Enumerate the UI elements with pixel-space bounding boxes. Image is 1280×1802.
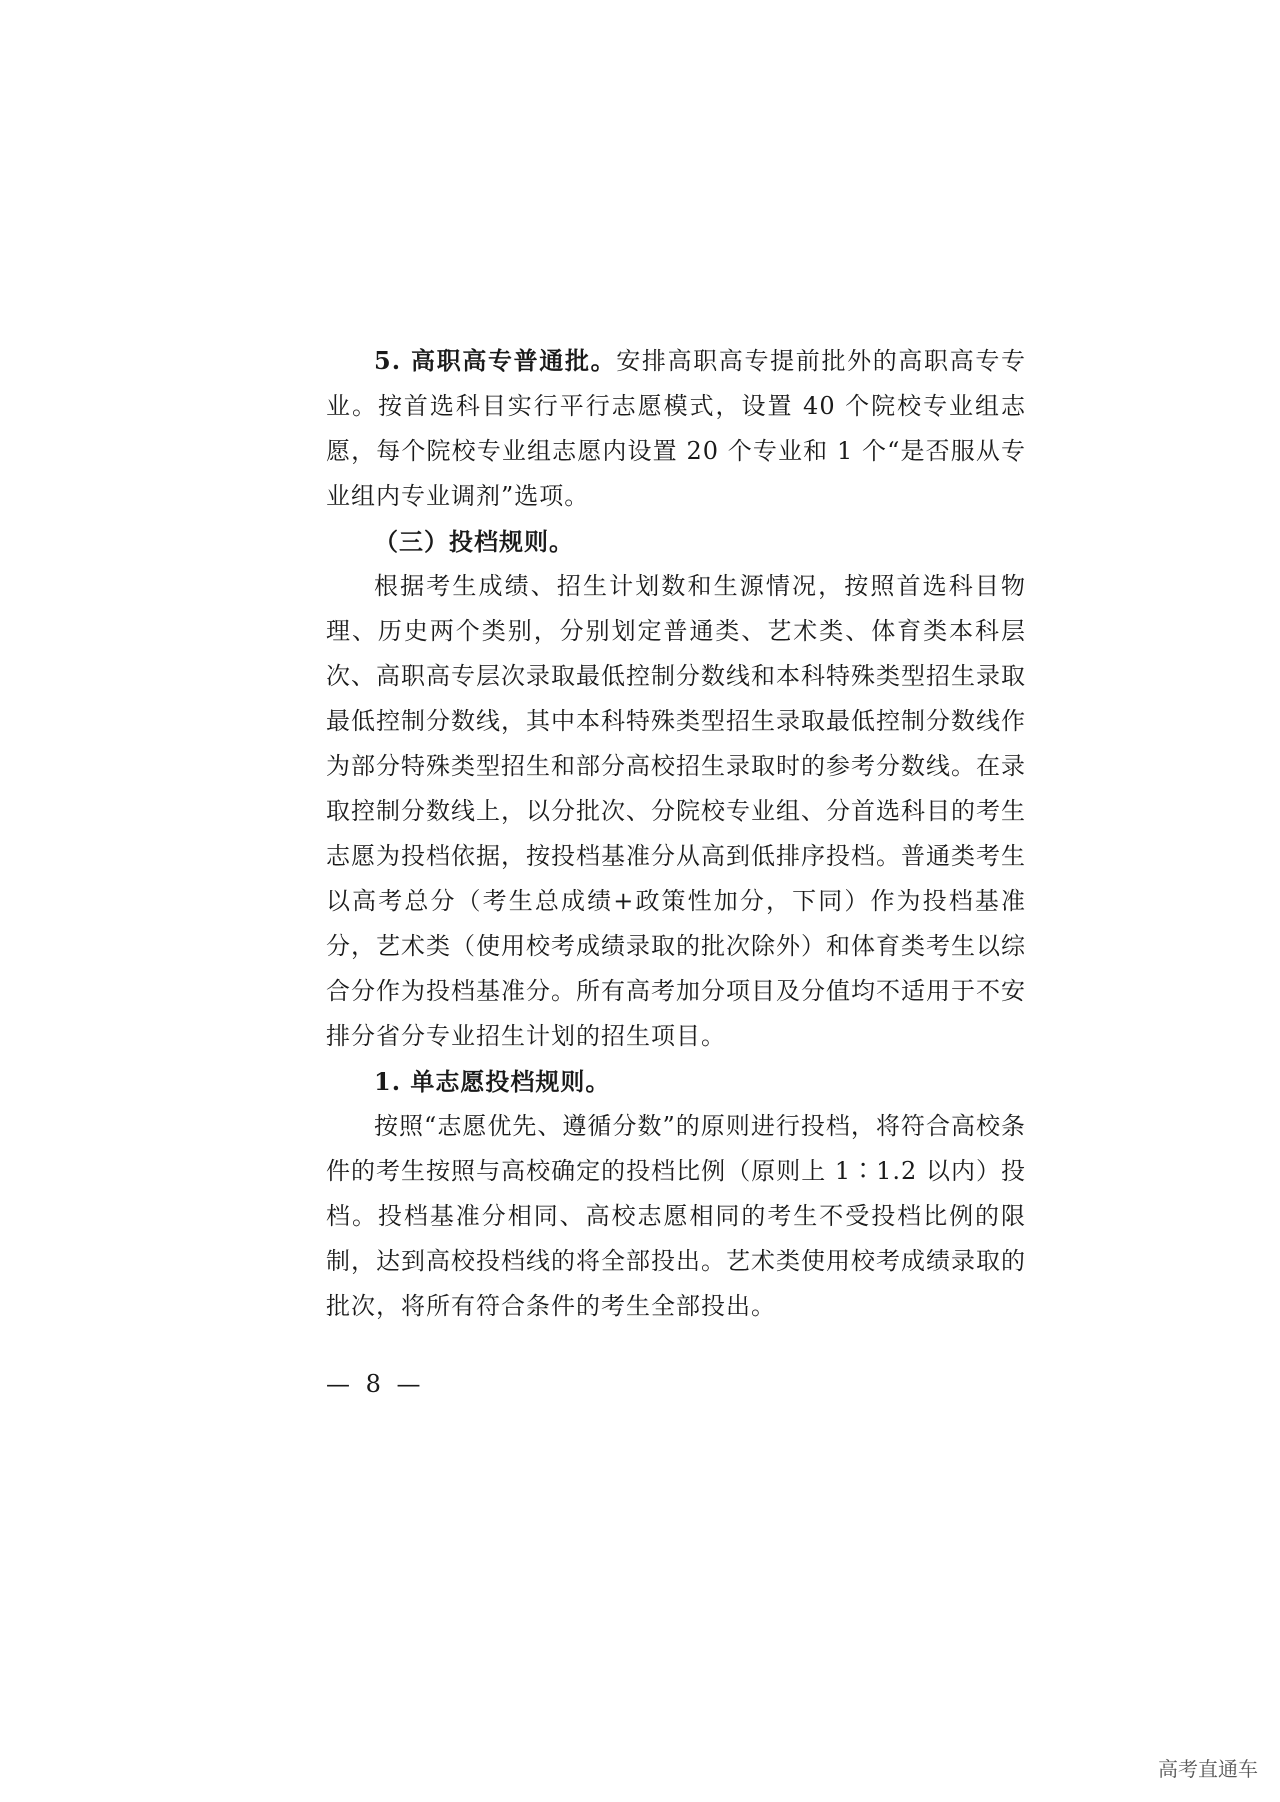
rule-1-paragraph: 按照“志愿优先、遵循分数”的原则进行投档，将符合高校条件的考生按照与高校确定的投档比例（原则上 1∶1.2 以内）投档。投档基准分相同、高校志愿相同的考生不受投档比例的限制，达到高校投档线的将全部投出。艺术类使用校考成绩录取的批次，将所有符合条件的考生全部投出。 [326,1112,1026,1320]
watermark-text: 高考直通车 [1158,1757,1258,1781]
section-3-heading: （三）投档规则。 [374,527,574,556]
section-5-paragraph [326,338,1026,519]
page-number: — 8 — [326,1370,425,1398]
section-3-paragraph: 根据考生成绩、招生计划数和生源情况，按照首选科目物理、历史两个类别，分别划定普通类、艺术类、体育类本科层次、高职高专层次录取最低控制分数线和本科特殊类型招生录取最低控制分数线，其中本科特殊类型招生录取最低控制分数线作为部分特殊类型招生和部分高校招生录取时的参考分数线。在录取控制分数线上，以分批次、分院校专业组、分首选科目的考生志愿为投档依据，按投档基准分从高到低排序投档。普通类考生以高考总分（考生总成绩+政策性加分，下同）作为投档基准分，艺术类（使用校考成绩录取的批次除外）和体育类考生以综合分作为投档基准分。所有高考加分项目及分值均不适用于不安排分省分专业招生计划的招生项目。 [326,572,1026,1050]
section-5-text: 安排高职高专提前批外的高职高专专业。按首选科目实行平行志愿模式，设置 40 个院校专业组志愿，每个院校专业组志愿内设置 20 个专业和 1 个“是否服从专业组内专业调剂”选项。 [326,347,1027,510]
rule-1-heading: 1. 单志愿投档规则。 [374,1067,611,1096]
section-5-heading: 5. 高职高专普通批。 [374,346,617,375]
document-body [326,338,1026,1329]
